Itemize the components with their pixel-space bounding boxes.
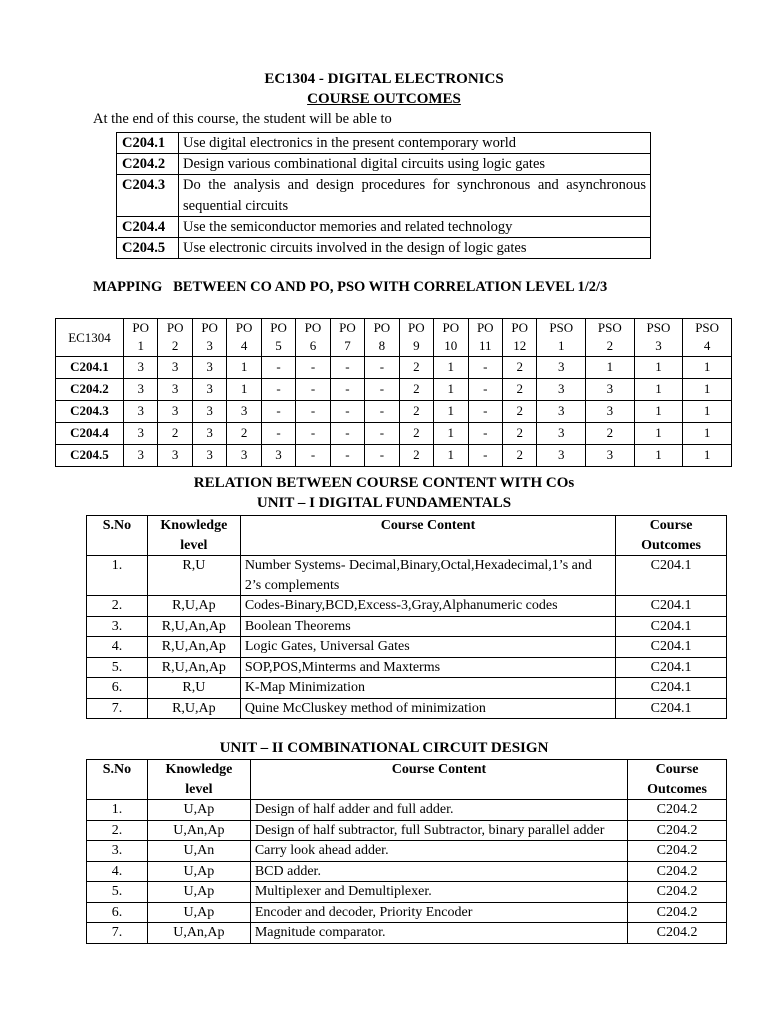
column-header-top: PO: [166, 320, 184, 335]
mapping-cell: 1: [634, 445, 683, 467]
column-header-top: PO: [476, 320, 494, 335]
knowledge-level: R,U: [147, 678, 240, 699]
sno-header: S.No: [87, 760, 148, 800]
mapping-corner-label: EC1304: [56, 319, 124, 357]
serial-number: 4.: [87, 637, 148, 658]
table-row: [87, 923, 727, 944]
unit-header-row: [87, 516, 727, 556]
knowledge-level: R,U,Ap: [147, 596, 240, 617]
table-row: [87, 556, 727, 596]
serial-number: 1.: [87, 556, 148, 596]
serial-number: 3.: [87, 616, 148, 637]
co-text: Use digital electronics in the present contemporary world: [179, 133, 651, 154]
mapping-cell: 3: [537, 423, 586, 445]
mapping-row: [56, 423, 732, 445]
column-header-top: PO: [373, 320, 391, 335]
table-row: [87, 861, 727, 882]
knowledge-level: U,An,Ap: [147, 820, 250, 841]
mapping-column-header: [261, 319, 295, 357]
column-header-number: 3: [206, 338, 213, 353]
mapping-cell: 1: [634, 379, 683, 401]
mapping-column-header: [434, 319, 468, 357]
mapping-cell: 1: [434, 379, 468, 401]
mapping-cell: 1: [434, 423, 468, 445]
sno-header: S.No: [87, 516, 148, 556]
mapping-cell: 2: [399, 357, 433, 379]
mapping-cell: 1: [434, 357, 468, 379]
column-header-number: 4: [240, 338, 248, 353]
mapping-row: [56, 401, 732, 423]
relation-heading: RELATION BETWEEN COURSE CONTENT WITH COs: [193, 475, 575, 491]
co-text: Do the analysis and design procedures for synchronous and asynchronous sequential circuits: [179, 175, 651, 217]
knowledge-level: R,U,An,Ap: [147, 637, 240, 658]
mapping-column-header: [468, 319, 502, 357]
course-outcome: C204.1: [616, 678, 727, 699]
mapping-row-label: C204.2: [56, 379, 124, 401]
course-outcomes-header: Course Outcomes: [616, 516, 727, 556]
unit-1-title: UNIT – I DIGITAL FUNDAMENTALS: [256, 495, 512, 511]
table-row: [87, 657, 727, 678]
knowledge-level: U,Ap: [147, 882, 250, 903]
mapping-cell: 3: [227, 445, 261, 467]
table-row: [87, 820, 727, 841]
mapping-column-header: [634, 319, 683, 357]
mapping-cell: 1: [634, 401, 683, 423]
mapping-header-row: [56, 319, 732, 357]
mapping-cell: 3: [586, 401, 635, 423]
mapping-column-header: [365, 319, 399, 357]
mapping-cell: -: [365, 401, 399, 423]
mapping-cell: 2: [502, 445, 536, 467]
mapping-cell: 1: [683, 445, 732, 467]
mapping-cell: 3: [124, 423, 158, 445]
mapping-cell: -: [261, 379, 295, 401]
unit-header-row: [87, 760, 727, 800]
column-header-top: PO: [270, 320, 287, 335]
course-content: Design of half subtractor, full Subtractor, binary parallel adder: [250, 820, 627, 841]
column-header-number: 2: [171, 338, 179, 353]
mapping-row-label: C204.3: [56, 401, 124, 423]
co-text: Design various combinational digital circuits using logic gates: [179, 154, 651, 175]
table-row: [87, 698, 727, 719]
column-header-number: 10: [444, 338, 458, 353]
mapping-cell: 1: [634, 357, 683, 379]
serial-number: 6.: [87, 678, 148, 699]
course-outcome: C204.2: [628, 861, 727, 882]
serial-number: 5.: [87, 657, 148, 678]
mapping-cell: 3: [158, 401, 192, 423]
column-header-top: PO: [304, 320, 322, 335]
course-content: Logic Gates, Universal Gates: [240, 637, 615, 658]
mapping-cell: -: [468, 423, 502, 445]
mapping-column-header: [296, 319, 330, 357]
mapping-cell: 3: [586, 379, 635, 401]
mapping-cell: 1: [227, 357, 261, 379]
mapping-cell: 2: [502, 401, 536, 423]
column-header-top: PO: [511, 320, 529, 335]
co-po-mapping-table: [55, 318, 732, 467]
mapping-row: [56, 445, 732, 467]
course-content: Number Systems- Decimal,Binary,Octal,Hexadecimal,1’s and 2’s complements: [240, 556, 615, 596]
serial-number: 7.: [87, 923, 148, 944]
course-outcome: C204.2: [628, 923, 727, 944]
column-header-number: 1: [557, 338, 565, 353]
co-text: Use electronic circuits involved in the design of logic gates: [179, 238, 651, 259]
table-row: [87, 800, 727, 821]
mapping-cell: -: [365, 423, 399, 445]
mapping-cell: 3: [537, 379, 586, 401]
column-header-number: 8: [378, 338, 386, 353]
course-outcome: C204.2: [628, 902, 727, 923]
mapping-cell: 3: [586, 445, 635, 467]
serial-number: 2.: [87, 820, 148, 841]
mapping-cell: -: [468, 401, 502, 423]
mapping-cell: -: [296, 401, 330, 423]
mapping-cell: 3: [192, 379, 226, 401]
table-row: [87, 882, 727, 903]
mapping-cell: 1: [586, 357, 635, 379]
column-header-number: 5: [275, 338, 282, 353]
mapping-column-header: [227, 319, 261, 357]
mapping-cell: 2: [586, 423, 635, 445]
mapping-cell: 3: [537, 445, 586, 467]
mapping-cell: 3: [227, 401, 261, 423]
column-header-top: PO: [201, 320, 218, 335]
serial-number: 5.: [87, 882, 148, 903]
course-content: Carry look ahead adder.: [250, 841, 627, 862]
course-content: Quine McCluskey method of minimization: [240, 698, 615, 719]
column-header-number: 12: [513, 338, 527, 353]
mapping-cell: 3: [158, 357, 192, 379]
co-row: [117, 175, 651, 217]
course-outcomes-table: [116, 132, 651, 259]
mapping-cell: 3: [192, 357, 226, 379]
column-header-top: PO: [235, 320, 253, 335]
mapping-cell: 3: [124, 379, 158, 401]
mapping-cell: 1: [683, 379, 732, 401]
knowledge-level: R,U,Ap: [147, 698, 240, 719]
mapping-cell: 3: [192, 401, 226, 423]
mapping-column-header: [683, 319, 732, 357]
course-outcome: C204.1: [616, 616, 727, 637]
mapping-cell: -: [468, 357, 502, 379]
knowledge-level: U,Ap: [147, 800, 250, 821]
mapping-cell: 3: [124, 445, 158, 467]
mapping-cell: -: [330, 423, 364, 445]
co-code: C204.2: [117, 154, 179, 175]
mapping-cell: -: [468, 445, 502, 467]
course-title: EC1304 - DIGITAL ELECTRONICS: [264, 71, 504, 87]
mapping-cell: -: [365, 379, 399, 401]
mapping-cell: -: [261, 401, 295, 423]
mapping-cell: 3: [124, 401, 158, 423]
mapping-row: [56, 357, 732, 379]
course-outcome: C204.2: [628, 882, 727, 903]
mapping-cell: -: [330, 379, 364, 401]
mapping-cell: 2: [399, 423, 433, 445]
mapping-column-header: [537, 319, 586, 357]
mapping-cell: 1: [683, 401, 732, 423]
mapping-cell: 1: [634, 423, 683, 445]
knowledge-level: R,U,An,Ap: [147, 657, 240, 678]
course-outcome: C204.1: [616, 657, 727, 678]
mapping-cell: -: [330, 445, 364, 467]
mapping-cell: 2: [158, 423, 192, 445]
course-outcome: C204.2: [628, 841, 727, 862]
column-header-number: 6: [309, 338, 317, 353]
serial-number: 7.: [87, 698, 148, 719]
mapping-column-header: [502, 319, 536, 357]
knowledge-level: U,Ap: [147, 861, 250, 882]
co-row: [117, 154, 651, 175]
outcomes-title: COURSE OUTCOMES: [307, 91, 461, 107]
column-header-number: 7: [344, 338, 351, 353]
mapping-column-header: [586, 319, 635, 357]
co-row: [117, 133, 651, 154]
mapping-cell: 2: [399, 445, 433, 467]
mapping-column-header: [192, 319, 226, 357]
column-header-top: PO: [408, 320, 425, 335]
course-content: BCD adder.: [250, 861, 627, 882]
column-header-number: 9: [413, 338, 420, 353]
mapping-cell: 3: [124, 357, 158, 379]
mapping-cell: -: [296, 379, 330, 401]
mapping-cell: -: [296, 357, 330, 379]
unit-2-table: [86, 759, 727, 944]
mapping-row-label: C204.4: [56, 423, 124, 445]
co-row: [117, 238, 651, 259]
mapping-cell: -: [330, 401, 364, 423]
mapping-cell: 1: [227, 379, 261, 401]
serial-number: 2.: [87, 596, 148, 617]
mapping-cell: 3: [537, 357, 586, 379]
mapping-cell: 2: [399, 379, 433, 401]
mapping-cell: 2: [399, 401, 433, 423]
mapping-cell: 3: [192, 445, 226, 467]
table-row: [87, 637, 727, 658]
co-code: C204.3: [117, 175, 179, 217]
course-outcome: C204.1: [616, 698, 727, 719]
course-outcome: C204.1: [616, 596, 727, 617]
mapping-row-label: C204.1: [56, 357, 124, 379]
mapping-cell: -: [296, 445, 330, 467]
mapping-column-header: [158, 319, 192, 357]
course-content: Codes-Binary,BCD,Excess-3,Gray,Alphanumeric codes: [240, 596, 615, 617]
mapping-cell: -: [468, 379, 502, 401]
column-header-top: PSO: [646, 320, 671, 335]
mapping-cell: -: [330, 357, 364, 379]
unit-1-table: [86, 515, 727, 719]
intro-text: At the end of this course, the student will be able to: [93, 111, 392, 127]
column-header-number: 1: [137, 338, 144, 353]
knowledge-level: U,An,Ap: [147, 923, 250, 944]
course-content-header: Course Content: [240, 516, 615, 556]
course-outcome: C204.1: [616, 637, 727, 658]
serial-number: 4.: [87, 861, 148, 882]
mapping-heading: MAPPING BETWEEN CO AND PO, PSO WITH CORRELATION LEVEL 1/2/3: [93, 279, 608, 295]
mapping-cell: 1: [434, 445, 468, 467]
serial-number: 6.: [87, 902, 148, 923]
mapping-cell: 3: [158, 445, 192, 467]
course-content: Boolean Theorems: [240, 616, 615, 637]
table-row: [87, 678, 727, 699]
mapping-cell: -: [261, 423, 295, 445]
mapping-cell: 3: [158, 379, 192, 401]
table-row: [87, 841, 727, 862]
knowledge-level-header: Knowledge level: [147, 516, 240, 556]
course-content: Encoder and decoder, Priority Encoder: [250, 902, 627, 923]
column-header-top: PSO: [549, 320, 574, 335]
column-header-number: 11: [478, 338, 492, 353]
knowledge-level: R,U: [147, 556, 240, 596]
mapping-cell: 1: [434, 401, 468, 423]
course-content: Design of half adder and full adder.: [250, 800, 627, 821]
course-content: SOP,POS,Minterms and Maxterms: [240, 657, 615, 678]
co-code: C204.4: [117, 217, 179, 238]
course-outcome: C204.2: [628, 800, 727, 821]
column-header-top: PSO: [695, 320, 720, 335]
column-header-top: PO: [442, 320, 460, 335]
table-row: [87, 902, 727, 923]
column-header-top: PSO: [597, 320, 622, 335]
column-header-number: 2: [606, 338, 614, 353]
mapping-cell: 2: [502, 357, 536, 379]
mapping-cell: 2: [502, 423, 536, 445]
mapping-cell: 1: [683, 423, 732, 445]
column-header-number: 3: [655, 338, 662, 353]
knowledge-level-header: Knowledge level: [147, 760, 250, 800]
co-code: C204.1: [117, 133, 179, 154]
column-header-top: PO: [339, 320, 356, 335]
mapping-cell: -: [365, 445, 399, 467]
serial-number: 1.: [87, 800, 148, 821]
mapping-cell: -: [365, 357, 399, 379]
knowledge-level: R,U,An,Ap: [147, 616, 240, 637]
course-content-header: Course Content: [250, 760, 627, 800]
knowledge-level: U,An: [147, 841, 250, 862]
mapping-cell: 2: [227, 423, 261, 445]
co-code: C204.5: [117, 238, 179, 259]
co-text: Use the semiconductor memories and related technology: [179, 217, 651, 238]
unit-2-title: UNIT – II COMBINATIONAL CIRCUIT DESIGN: [219, 740, 549, 756]
course-content: Multiplexer and Demultiplexer.: [250, 882, 627, 903]
mapping-cell: 3: [261, 445, 295, 467]
mapping-column-header: [330, 319, 364, 357]
mapping-cell: -: [296, 423, 330, 445]
course-content: K-Map Minimization: [240, 678, 615, 699]
mapping-cell: -: [261, 357, 295, 379]
column-header-number: 4: [703, 338, 711, 353]
course-outcomes-header: Course Outcomes: [628, 760, 727, 800]
mapping-column-header: [124, 319, 158, 357]
course-outcome: C204.1: [616, 556, 727, 596]
mapping-column-header: [399, 319, 433, 357]
mapping-cell: 2: [502, 379, 536, 401]
table-row: [87, 616, 727, 637]
mapping-cell: 3: [537, 401, 586, 423]
course-content: Magnitude comparator.: [250, 923, 627, 944]
column-header-top: PO: [132, 320, 150, 335]
mapping-cell: 1: [683, 357, 732, 379]
serial-number: 3.: [87, 841, 148, 862]
co-row: [117, 217, 651, 238]
mapping-cell: 3: [192, 423, 226, 445]
mapping-row: [56, 379, 732, 401]
course-outcome: C204.2: [628, 820, 727, 841]
mapping-row-label: C204.5: [56, 445, 124, 467]
table-row: [87, 596, 727, 617]
knowledge-level: U,Ap: [147, 902, 250, 923]
